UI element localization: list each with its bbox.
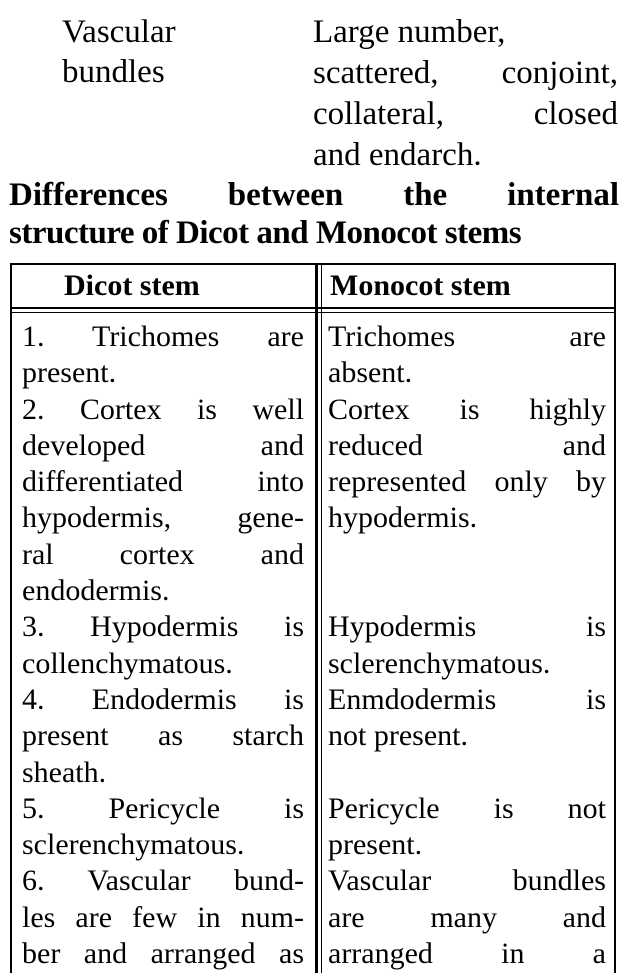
dicot-cell-line: 5. Pericycle is	[22, 791, 304, 825]
monocot-cell-line: absent.	[328, 356, 413, 390]
heading-line-1: Differences between the internal	[9, 177, 619, 213]
row-value	[313, 12, 618, 176]
monocot-cell-line: Vascular bundles	[328, 864, 606, 898]
row-value-line: collateral, closed	[313, 96, 618, 132]
dicot-cell-line: present as starch	[22, 719, 304, 753]
dicot-cell-line: endodermis.	[22, 574, 170, 608]
dicot-cell-line: 3. Hypodermis is	[22, 610, 304, 644]
header-divider	[12, 307, 614, 309]
row-label	[62, 12, 262, 92]
row-label-line: Vascular	[62, 14, 176, 50]
monocot-cell-line: represented only by	[328, 465, 606, 499]
dicot-column	[22, 319, 304, 972]
dicot-cell-line: developed and	[22, 428, 304, 462]
dicot-cell-line: sclerenchymatous.	[22, 828, 245, 862]
dicot-cell-line: collenchymatous.	[22, 646, 233, 680]
monocot-cell-line: Trichomes are	[328, 320, 606, 353]
row-value-line: Large number,	[313, 14, 506, 50]
header-monocot-stem: Monocot stem	[330, 269, 511, 302]
dicot-cell-line: present.	[22, 356, 117, 390]
monocot-cell-line	[328, 573, 606, 609]
monocot-cell-line	[328, 755, 606, 791]
monocot-cell-line: present.	[328, 828, 423, 862]
monocot-cell-line: Hypodermis is	[328, 610, 606, 644]
column-divider-inner	[321, 265, 322, 973]
monocot-cell-line: Pericycle is not	[328, 791, 606, 825]
dicot-cell-line: 6. Vascular bund-	[22, 864, 304, 898]
column-divider	[315, 265, 318, 973]
dicot-cell-line: 1. Trichomes are	[22, 320, 304, 353]
monocot-cell-line: Cortex is highly	[328, 392, 606, 426]
dicot-cell-line: 2. Cortex is well	[22, 392, 304, 426]
monocot-cell-line: Enmdodermis is	[328, 682, 606, 716]
section-heading	[9, 176, 619, 252]
dicot-cell-line: ral cortex and	[22, 537, 304, 571]
monocot-cell-line: are many and	[328, 900, 606, 934]
monocot-cell-line	[328, 537, 606, 573]
dicot-cell-line: differentiated into	[22, 465, 304, 499]
row-label-line: bundles	[62, 54, 165, 90]
dicot-cell-line: les are few in num-	[22, 900, 304, 934]
row-value-line: scattered, conjoint,	[313, 55, 618, 91]
vascular-bundles-row	[0, 8, 637, 178]
dicot-cell-line: ber and arranged as	[22, 937, 304, 971]
monocot-cell-line: not present.	[328, 719, 468, 753]
dicot-cell-line: 4. Endodermis is	[22, 682, 304, 716]
monocot-cell-line: sclerenchymatous.	[328, 646, 551, 680]
heading-line-2: structure of Dicot and Monocot stems	[9, 215, 522, 251]
dicot-cell-line: sheath.	[22, 755, 107, 789]
header-dicot-stem: Dicot stem	[64, 269, 200, 302]
row-value-line: and endarch.	[313, 137, 482, 173]
comparison-table	[10, 263, 616, 973]
monocot-cell-line: hypodermis.	[328, 501, 478, 535]
dicot-cell-line: hypodermis, gene-	[22, 501, 304, 535]
monocot-cell-line: arranged in a	[328, 937, 606, 971]
header-divider-inner	[12, 312, 614, 313]
monocot-column	[328, 319, 606, 972]
monocot-cell-line: reduced and	[328, 428, 606, 462]
